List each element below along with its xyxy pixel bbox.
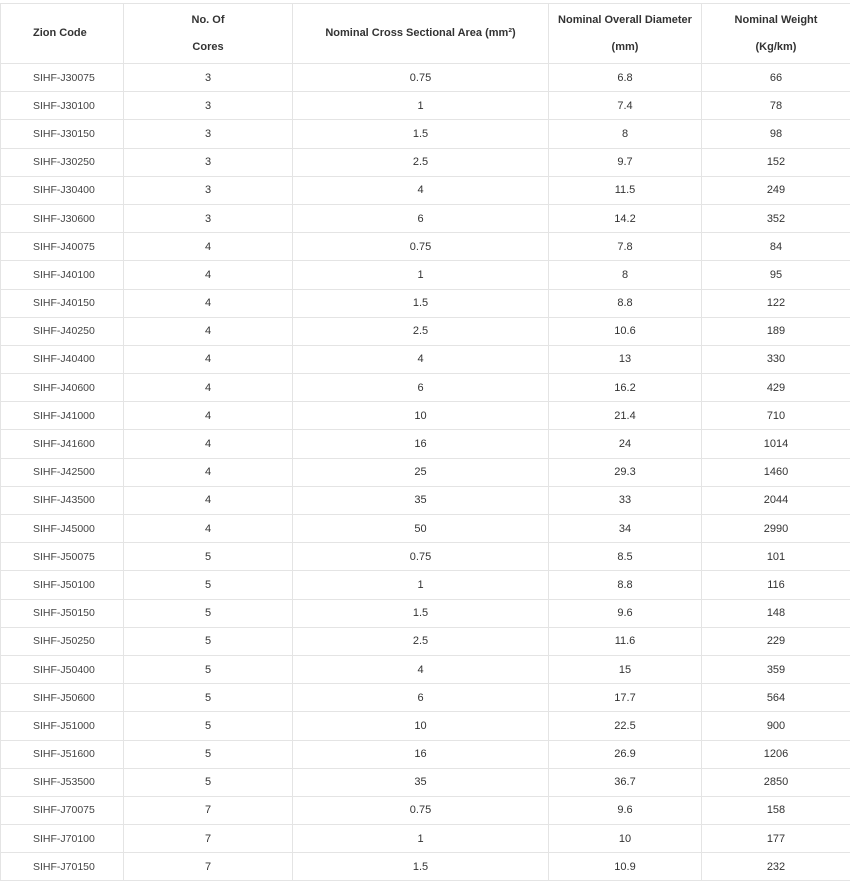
cell-cores: 7 (124, 853, 293, 881)
cell-cores: 5 (124, 740, 293, 768)
cell-cores: 5 (124, 627, 293, 655)
cell-cores: 5 (124, 768, 293, 796)
cell-nominal-weight: 249 (702, 176, 850, 204)
cell-nominal-weight: 2990 (702, 515, 850, 543)
cell-overall-diameter: 24 (549, 430, 702, 458)
cell-overall-diameter: 9.6 (549, 599, 702, 627)
cell-zion-code: SIHF-J40075 (1, 233, 124, 261)
cell-cores: 7 (124, 825, 293, 853)
cell-cores: 4 (124, 486, 293, 514)
cell-nominal-weight: 158 (702, 796, 850, 824)
table-row (1, 317, 850, 345)
cell-overall-diameter: 34 (549, 515, 702, 543)
cell-cross-sectional-area: 1 (293, 92, 549, 120)
header-overall-diameter: Nominal Overall Diameter (mm) (549, 4, 702, 64)
cell-nominal-weight: 352 (702, 204, 850, 232)
cell-nominal-weight: 177 (702, 825, 850, 853)
cell-zion-code: SIHF-J30100 (1, 92, 124, 120)
cell-overall-diameter: 13 (549, 345, 702, 373)
table-row (1, 599, 850, 627)
header-row (1, 4, 850, 64)
cell-nominal-weight: 95 (702, 261, 850, 289)
cell-zion-code: SIHF-J50600 (1, 684, 124, 712)
cell-nominal-weight: 1014 (702, 430, 850, 458)
cell-cross-sectional-area: 6 (293, 684, 549, 712)
cell-zion-code: SIHF-J30075 (1, 64, 124, 92)
cell-overall-diameter: 9.6 (549, 796, 702, 824)
cell-nominal-weight: 429 (702, 374, 850, 402)
cell-overall-diameter: 7.8 (549, 233, 702, 261)
table-row (1, 120, 850, 148)
cell-overall-diameter: 33 (549, 486, 702, 514)
cell-zion-code: SIHF-J40250 (1, 317, 124, 345)
table-row (1, 374, 850, 402)
cell-cross-sectional-area: 25 (293, 458, 549, 486)
cell-cores: 4 (124, 515, 293, 543)
cell-zion-code: SIHF-J40400 (1, 345, 124, 373)
cell-overall-diameter: 8 (549, 120, 702, 148)
cell-zion-code: SIHF-J43500 (1, 486, 124, 514)
table-row (1, 261, 850, 289)
cell-overall-diameter: 29.3 (549, 458, 702, 486)
cell-cores: 4 (124, 374, 293, 402)
header-nominal-weight: Nominal Weight (Kg/km) (702, 4, 850, 64)
cell-cores: 3 (124, 204, 293, 232)
table-row (1, 655, 850, 683)
table-row (1, 233, 850, 261)
cell-overall-diameter: 8.8 (549, 289, 702, 317)
cell-nominal-weight: 66 (702, 64, 850, 92)
cell-nominal-weight: 2044 (702, 486, 850, 514)
table-row (1, 92, 850, 120)
table-row (1, 740, 850, 768)
cell-cross-sectional-area: 16 (293, 430, 549, 458)
cell-nominal-weight: 1460 (702, 458, 850, 486)
cell-nominal-weight: 116 (702, 571, 850, 599)
cell-cores: 3 (124, 176, 293, 204)
table-row (1, 515, 850, 543)
cell-cross-sectional-area: 1 (293, 261, 549, 289)
table-row (1, 402, 850, 430)
table-row (1, 345, 850, 373)
table-row (1, 289, 850, 317)
cell-zion-code: SIHF-J70150 (1, 853, 124, 881)
cell-nominal-weight: 152 (702, 148, 850, 176)
cell-cross-sectional-area: 0.75 (293, 796, 549, 824)
cell-cross-sectional-area: 16 (293, 740, 549, 768)
table-header (1, 4, 850, 64)
cell-cores: 3 (124, 148, 293, 176)
cell-overall-diameter: 10.6 (549, 317, 702, 345)
cell-cross-sectional-area: 35 (293, 768, 549, 796)
cell-overall-diameter: 16.2 (549, 374, 702, 402)
cell-cores: 3 (124, 120, 293, 148)
cell-overall-diameter: 21.4 (549, 402, 702, 430)
cell-cross-sectional-area: 1.5 (293, 599, 549, 627)
table-row (1, 64, 850, 92)
cell-overall-diameter: 8.8 (549, 571, 702, 599)
cell-cross-sectional-area: 0.75 (293, 64, 549, 92)
cell-nominal-weight: 710 (702, 402, 850, 430)
cell-cross-sectional-area: 1 (293, 571, 549, 599)
table-row (1, 176, 850, 204)
cell-zion-code: SIHF-J50150 (1, 599, 124, 627)
cell-overall-diameter: 11.6 (549, 627, 702, 655)
cell-zion-code: SIHF-J50250 (1, 627, 124, 655)
cell-overall-diameter: 26.9 (549, 740, 702, 768)
cell-cross-sectional-area: 0.75 (293, 543, 549, 571)
table-row (1, 768, 850, 796)
table-row (1, 825, 850, 853)
cell-cores: 4 (124, 458, 293, 486)
cell-nominal-weight: 232 (702, 853, 850, 881)
cell-zion-code: SIHF-J51000 (1, 712, 124, 740)
cell-cores: 4 (124, 430, 293, 458)
cell-zion-code: SIHF-J70075 (1, 796, 124, 824)
cell-nominal-weight: 359 (702, 655, 850, 683)
cell-overall-diameter: 10 (549, 825, 702, 853)
table-row (1, 712, 850, 740)
cell-zion-code: SIHF-J42500 (1, 458, 124, 486)
cell-cross-sectional-area: 10 (293, 712, 549, 740)
cell-overall-diameter: 17.7 (549, 684, 702, 712)
cell-zion-code: SIHF-J53500 (1, 768, 124, 796)
cell-nominal-weight: 330 (702, 345, 850, 373)
table-row (1, 796, 850, 824)
cell-cross-sectional-area: 50 (293, 515, 549, 543)
cell-cross-sectional-area: 1.5 (293, 120, 549, 148)
cell-overall-diameter: 22.5 (549, 712, 702, 740)
table-row (1, 571, 850, 599)
header-cross-sectional-area: Nominal Cross Sectional Area (mm²) (293, 4, 549, 64)
table-row (1, 458, 850, 486)
cell-nominal-weight: 148 (702, 599, 850, 627)
table-row (1, 684, 850, 712)
cell-cross-sectional-area: 1 (293, 825, 549, 853)
cell-overall-diameter: 36.7 (549, 768, 702, 796)
cell-overall-diameter: 15 (549, 655, 702, 683)
table-row (1, 627, 850, 655)
cell-nominal-weight: 122 (702, 289, 850, 317)
cell-cores: 5 (124, 571, 293, 599)
cell-nominal-weight: 229 (702, 627, 850, 655)
cell-nominal-weight: 189 (702, 317, 850, 345)
cell-cores: 3 (124, 92, 293, 120)
cell-zion-code: SIHF-J50100 (1, 571, 124, 599)
cell-zion-code: SIHF-J50400 (1, 655, 124, 683)
header-zion-code: Zion Code (1, 4, 124, 64)
cell-cross-sectional-area: 2.5 (293, 627, 549, 655)
cell-nominal-weight: 1206 (702, 740, 850, 768)
cell-cross-sectional-area: 1.5 (293, 289, 549, 317)
cell-cores: 5 (124, 543, 293, 571)
cell-cores: 4 (124, 233, 293, 261)
cell-overall-diameter: 9.7 (549, 148, 702, 176)
cell-zion-code: SIHF-J50075 (1, 543, 124, 571)
cell-overall-diameter: 8 (549, 261, 702, 289)
cell-cross-sectional-area: 10 (293, 402, 549, 430)
cell-cores: 4 (124, 317, 293, 345)
cell-zion-code: SIHF-J40600 (1, 374, 124, 402)
cell-zion-code: SIHF-J30150 (1, 120, 124, 148)
cell-cores: 5 (124, 655, 293, 683)
cell-nominal-weight: 900 (702, 712, 850, 740)
cell-zion-code: SIHF-J30250 (1, 148, 124, 176)
cell-overall-diameter: 7.4 (549, 92, 702, 120)
cell-cores: 3 (124, 64, 293, 92)
cell-cores: 4 (124, 345, 293, 373)
cell-zion-code: SIHF-J70100 (1, 825, 124, 853)
cell-cores: 5 (124, 712, 293, 740)
cell-zion-code: SIHF-J30600 (1, 204, 124, 232)
cell-cross-sectional-area: 4 (293, 655, 549, 683)
cell-nominal-weight: 101 (702, 543, 850, 571)
cell-cross-sectional-area: 2.5 (293, 148, 549, 176)
cell-cores: 4 (124, 261, 293, 289)
cell-cores: 7 (124, 796, 293, 824)
cell-overall-diameter: 10.9 (549, 853, 702, 881)
cell-cross-sectional-area: 4 (293, 345, 549, 373)
cell-zion-code: SIHF-J30400 (1, 176, 124, 204)
cell-cross-sectional-area: 0.75 (293, 233, 549, 261)
cell-nominal-weight: 78 (702, 92, 850, 120)
cell-nominal-weight: 84 (702, 233, 850, 261)
header-no-of-cores: No. Of Cores (124, 4, 293, 64)
cell-overall-diameter: 14.2 (549, 204, 702, 232)
cell-overall-diameter: 8.5 (549, 543, 702, 571)
table-body (1, 64, 850, 881)
cell-nominal-weight: 564 (702, 684, 850, 712)
cell-overall-diameter: 11.5 (549, 176, 702, 204)
cell-zion-code: SIHF-J51600 (1, 740, 124, 768)
cell-cores: 5 (124, 599, 293, 627)
table-row (1, 204, 850, 232)
cell-cross-sectional-area: 4 (293, 176, 549, 204)
cell-zion-code: SIHF-J40100 (1, 261, 124, 289)
cable-spec-table (0, 3, 850, 881)
table-row (1, 486, 850, 514)
cell-zion-code: SIHF-J41600 (1, 430, 124, 458)
cell-zion-code: SIHF-J45000 (1, 515, 124, 543)
cell-zion-code: SIHF-J40150 (1, 289, 124, 317)
cell-cross-sectional-area: 35 (293, 486, 549, 514)
cell-cross-sectional-area: 6 (293, 204, 549, 232)
cell-cores: 4 (124, 289, 293, 317)
cell-nominal-weight: 2850 (702, 768, 850, 796)
cell-cores: 5 (124, 684, 293, 712)
table-row (1, 543, 850, 571)
table-row (1, 148, 850, 176)
cell-cross-sectional-area: 2.5 (293, 317, 549, 345)
cell-overall-diameter: 6.8 (549, 64, 702, 92)
cell-cross-sectional-area: 1.5 (293, 853, 549, 881)
cell-cores: 4 (124, 402, 293, 430)
table-row (1, 853, 850, 881)
cell-nominal-weight: 98 (702, 120, 850, 148)
cell-cross-sectional-area: 6 (293, 374, 549, 402)
table-row (1, 430, 850, 458)
cell-zion-code: SIHF-J41000 (1, 402, 124, 430)
